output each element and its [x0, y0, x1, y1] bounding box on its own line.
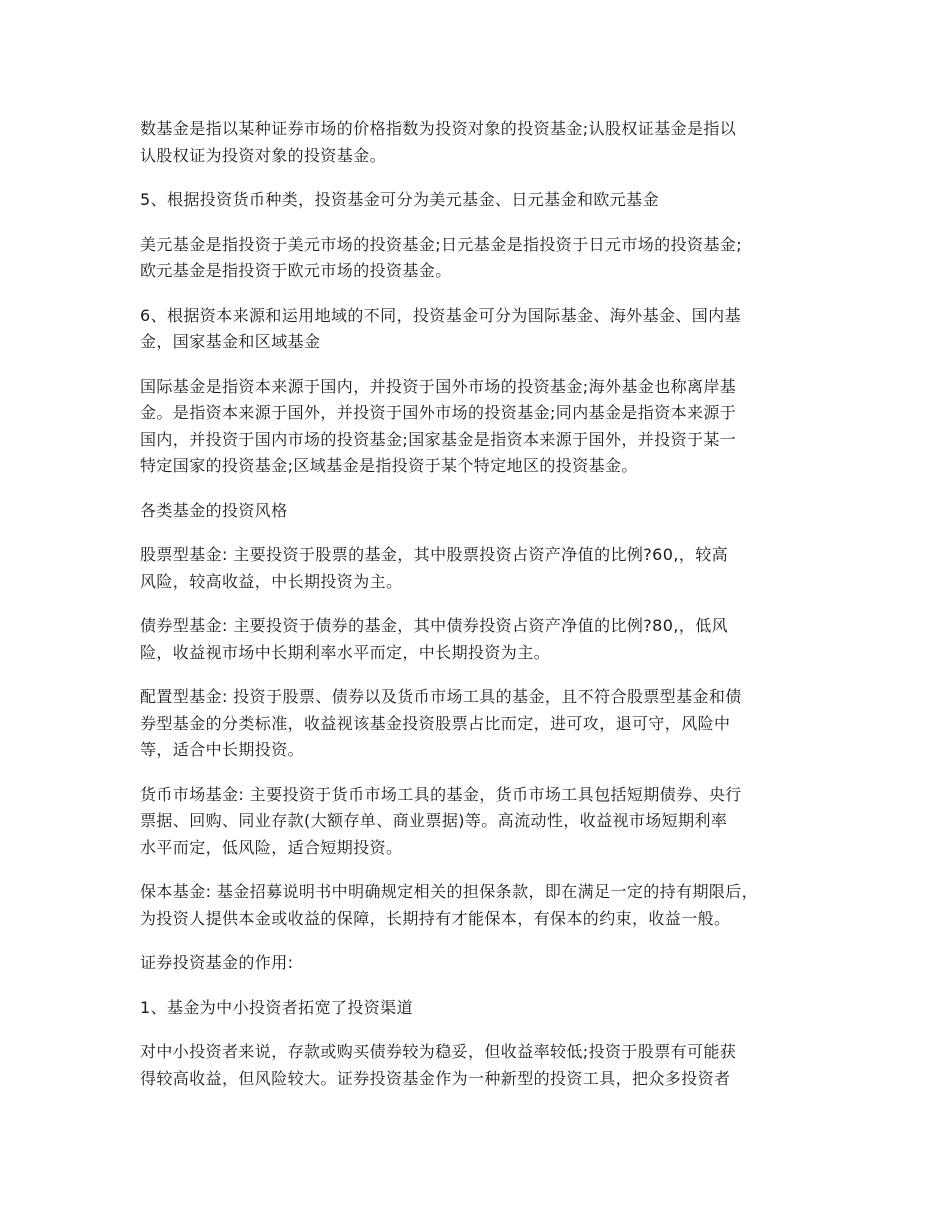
text-line: 金，国家基金和区域基金	[140, 332, 321, 351]
heading-function-1	[140, 995, 830, 1022]
text-line: 认股权证为投资对象的投资基金。	[140, 145, 387, 165]
text-line: 各类基金的投资风格	[140, 500, 288, 520]
text-line: 债券型基金: 主要投资于债券的基金，其中债券投资占资产净值的比例?80,，低风	[140, 616, 729, 635]
paragraph-guaranteed-funds	[140, 879, 830, 932]
heading-investment-styles	[140, 498, 830, 525]
text-line: 对中小投资者来说，存款或购买债券较为稳妥，但收益率较低;投资于股票有可能获	[140, 1042, 737, 1061]
text-line: 美元基金是指投资于美元市场的投资基金;日元基金是指投资于日元市场的投资基金;	[140, 234, 742, 254]
text-line: 证券投资基金的作用:	[140, 953, 294, 972]
text-line: 国际基金是指资本来源于国内，并投资于国外市场的投资基金;海外基金也称离岸基	[140, 376, 737, 396]
paragraph-stock-funds	[140, 542, 830, 595]
text-line: 数基金是指以某种证券市场的价格指数为投资对象的投资基金;认股权证基金是指以	[140, 119, 737, 138]
text-line: 票据、回购、同业存款(大额存单、商业票据)等。高流动性，收益视市场短期利率	[140, 811, 728, 830]
heading-fund-functions	[140, 950, 830, 977]
paragraph-small-investors	[140, 1039, 830, 1092]
text-line: 等，适合中长期投资。	[140, 740, 305, 759]
text-line: 金。是指资本来源于国外，并投资于国外市场的投资基金;同内基金是指资本来源于	[140, 403, 737, 422]
paragraph-allocation-funds	[140, 684, 830, 764]
text-line: 风险，较高收益，中长期投资为主。	[140, 571, 403, 591]
text-line: 5、根据投资货币种类，投资基金可分为美元基金、日元基金和欧元基金	[140, 190, 659, 209]
paragraph-regional-funds	[140, 374, 830, 480]
text-line: 货币市场基金: 主要投资于货币市场工具的基金，货币市场工具包括短期债券、央行	[140, 784, 742, 804]
heading-currency-classification	[140, 187, 830, 214]
text-line: 为投资人提供本金或收益的保障，长期持有才能保本，有保本的约束，收益一般。	[140, 908, 731, 928]
text-line: 欧元基金是指投资于欧元市场的投资基金。	[140, 261, 452, 280]
text-line: 股票型基金: 主要投资于股票的基金，其中股票投资占资产净值的比例?60,，较高	[140, 545, 729, 564]
paragraph-money-market-funds	[140, 782, 830, 862]
text-line: 6、根据资本来源和运用地域的不同，投资基金可分为国际基金、海外基金、国内基	[140, 305, 741, 325]
text-line: 特定国家的投资基金;区域基金是指投资于某个特定地区的投资基金。	[140, 456, 638, 475]
text-line: 国内，并投资于国内市场的投资基金;国家基金是指资本来源于国外，并投资于某一	[140, 429, 737, 449]
text-line: 配置型基金: 投资于股票、债券以及货币市场工具的基金，且不符合股票型基金和债	[140, 687, 742, 706]
paragraph-index-fund-definition	[140, 116, 830, 169]
text-line: 保本基金: 基金招募说明书中明确规定相关的担保条款，即在满足一定的持有期限后，	[140, 882, 759, 901]
text-line: 水平而定，低风险，适合短期投资。	[140, 837, 403, 857]
paragraph-bond-funds	[140, 613, 830, 666]
text-line: 券型基金的分类标准，收益视该基金投资股票占比而定，进可攻，退可守，风险中	[140, 713, 731, 733]
paragraph-currency-funds	[140, 232, 830, 285]
text-line: 险，收益视市场中长期利率水平而定，中长期投资为主。	[140, 642, 551, 662]
text-line: 得较高收益，但风险较大。证券投资基金作为一种新型的投资工具，把众多投资者	[140, 1068, 731, 1088]
document-page	[140, 116, 830, 1110]
heading-capital-source-classification	[140, 303, 830, 356]
text-line: 1、基金为中小投资者拓宽了投资渠道	[140, 997, 413, 1017]
